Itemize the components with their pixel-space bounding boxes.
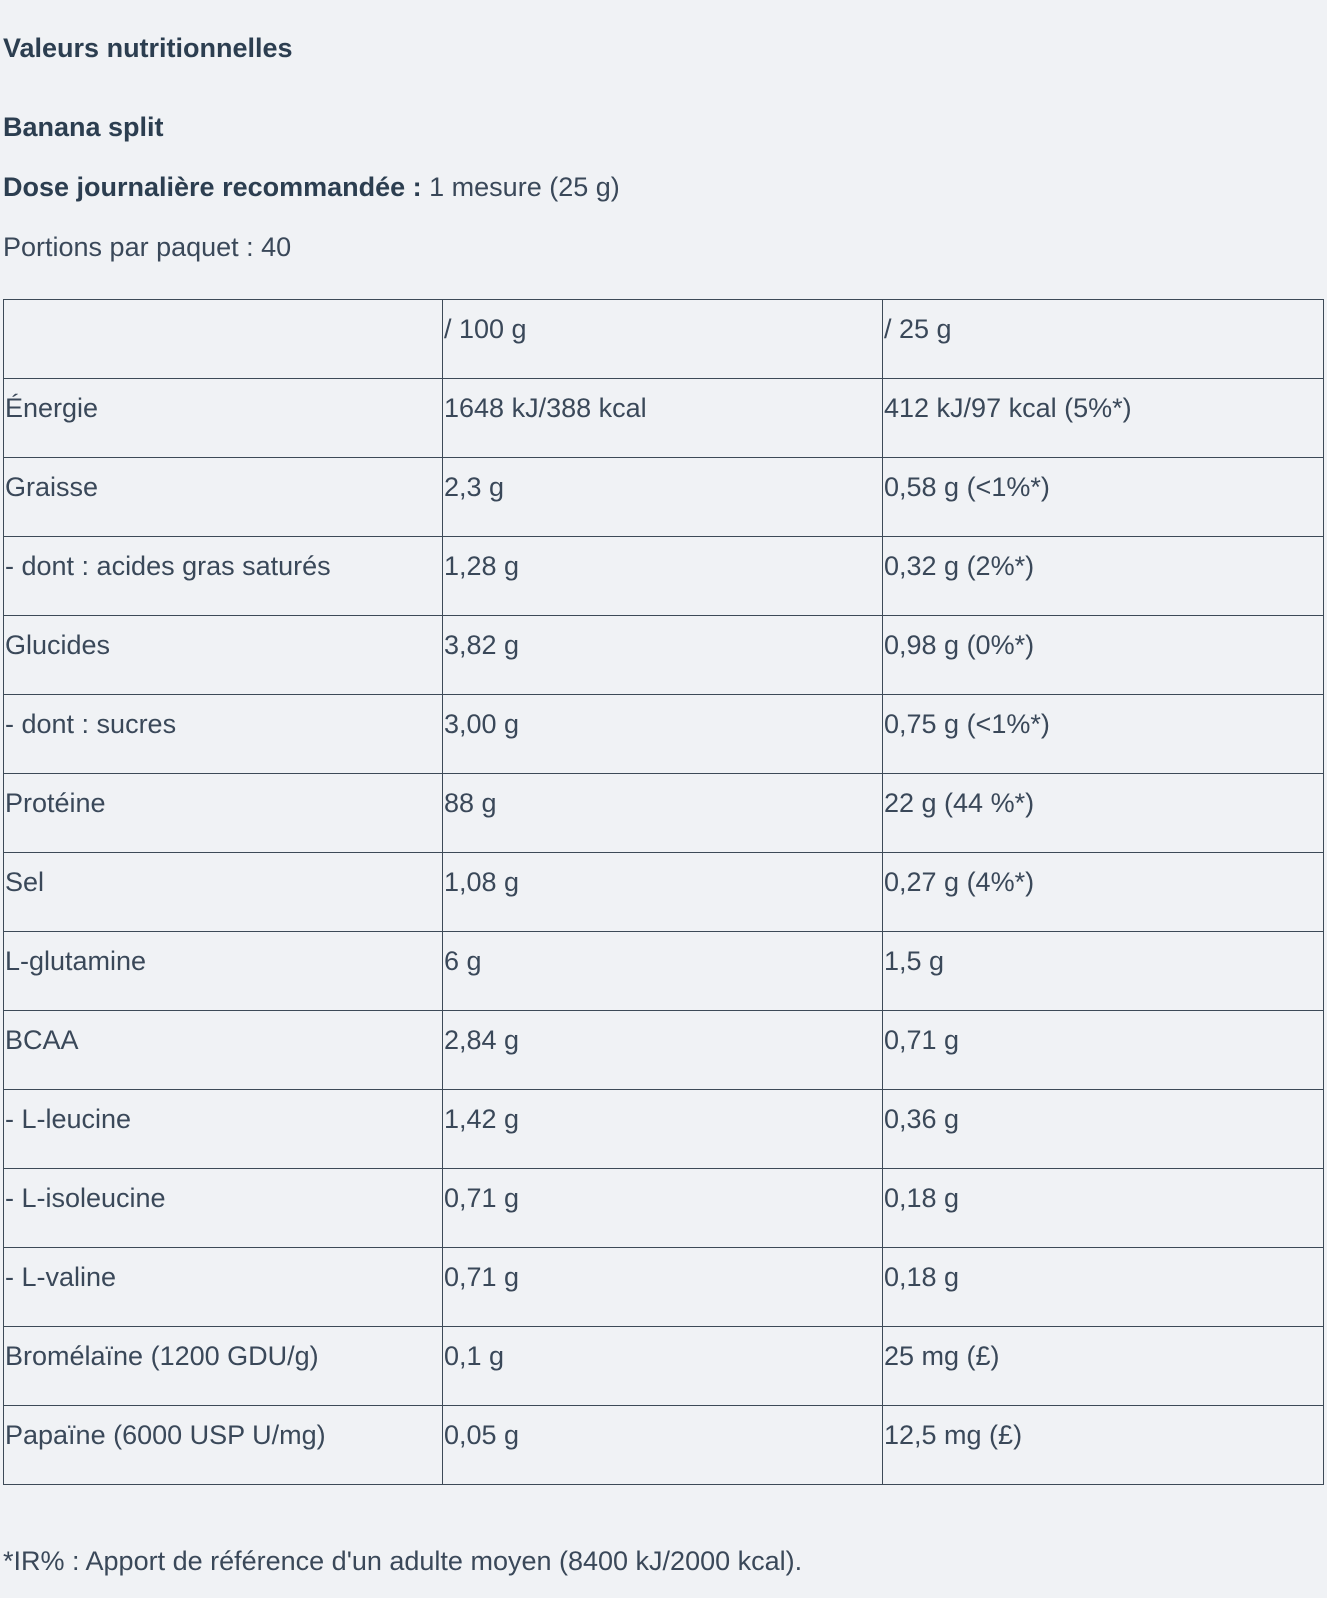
table-cell: 0,32 g (2%*) <box>883 537 1324 616</box>
table-cell: 1,08 g <box>443 853 883 932</box>
table-cell: Bromélaïne (1200 GDU/g) <box>4 1327 443 1406</box>
table-cell: Papaïne (6000 USP U/mg) <box>4 1406 443 1485</box>
table-row <box>4 537 1324 616</box>
table-row <box>4 1169 1324 1248</box>
table-row <box>4 1406 1324 1485</box>
recommended-dose <box>3 172 620 203</box>
table-header-cell <box>4 300 443 379</box>
section-title: Valeurs nutritionnelles <box>3 33 293 63</box>
table-row <box>4 1248 1324 1327</box>
flavor-title: Banana split <box>3 112 164 142</box>
table-row <box>4 458 1324 537</box>
table-cell: 0,58 g (<1%*) <box>883 458 1324 537</box>
table-cell: 3,00 g <box>443 695 883 774</box>
table-row <box>4 853 1324 932</box>
table-cell: 412 kJ/97 kcal (5%*) <box>883 379 1324 458</box>
table-cell: 3,82 g <box>443 616 883 695</box>
table-cell: Énergie <box>4 379 443 458</box>
table-cell: 0,27 g (4%*) <box>883 853 1324 932</box>
table-cell: Protéine <box>4 774 443 853</box>
table-row <box>4 932 1324 1011</box>
table-cell: - L-valine <box>4 1248 443 1327</box>
table-cell: - dont : acides gras saturés <box>4 537 443 616</box>
table-cell: 1,42 g <box>443 1090 883 1169</box>
footnote: *IR% : Apport de référence d'un adulte moyen (8400 kJ/2000 kcal). <box>3 1546 803 1576</box>
table-cell: 1,5 g <box>883 932 1324 1011</box>
table-cell: 0,98 g (0%*) <box>883 616 1324 695</box>
nutrition-table <box>3 299 1324 1485</box>
table-row <box>4 774 1324 853</box>
table-header-cell: / 25 g <box>883 300 1324 379</box>
table-cell: 0,71 g <box>883 1011 1324 1090</box>
table-cell: 0,1 g <box>443 1327 883 1406</box>
table-row <box>4 1090 1324 1169</box>
table-cell: 1648 kJ/388 kcal <box>443 379 883 458</box>
table-row <box>4 695 1324 774</box>
table-cell: Sel <box>4 853 443 932</box>
table-cell: 0,71 g <box>443 1248 883 1327</box>
table-row <box>4 1011 1324 1090</box>
table-header-cell: / 100 g <box>443 300 883 379</box>
table-cell: - L-leucine <box>4 1090 443 1169</box>
table-cell: Graisse <box>4 458 443 537</box>
table-header-row <box>4 300 1324 379</box>
table-cell: - dont : sucres <box>4 695 443 774</box>
table-cell: 25 mg (£) <box>883 1327 1324 1406</box>
table-cell: 6 g <box>443 932 883 1011</box>
table-cell: 1,28 g <box>443 537 883 616</box>
recommended-dose-value: 1 mesure (25 g) <box>421 172 620 202</box>
table-cell: 0,18 g <box>883 1248 1324 1327</box>
table-cell: 2,84 g <box>443 1011 883 1090</box>
table-cell: 0,75 g (<1%*) <box>883 695 1324 774</box>
table-cell: - L-isoleucine <box>4 1169 443 1248</box>
table-cell: 0,05 g <box>443 1406 883 1485</box>
portions-per-pack: Portions par paquet : 40 <box>3 232 292 262</box>
table-cell: 0,18 g <box>883 1169 1324 1248</box>
table-row <box>4 379 1324 458</box>
table-cell: 0,71 g <box>443 1169 883 1248</box>
table-row <box>4 616 1324 695</box>
table-cell: 0,36 g <box>883 1090 1324 1169</box>
recommended-dose-label: Dose journalière recommandée : <box>3 172 422 202</box>
table-cell: L-glutamine <box>4 932 443 1011</box>
table-cell: Glucides <box>4 616 443 695</box>
table-cell: BCAA <box>4 1011 443 1090</box>
table-cell: 2,3 g <box>443 458 883 537</box>
table-row <box>4 1327 1324 1406</box>
table-cell: 22 g (44 %*) <box>883 774 1324 853</box>
table-cell: 88 g <box>443 774 883 853</box>
table-cell: 12,5 mg (£) <box>883 1406 1324 1485</box>
